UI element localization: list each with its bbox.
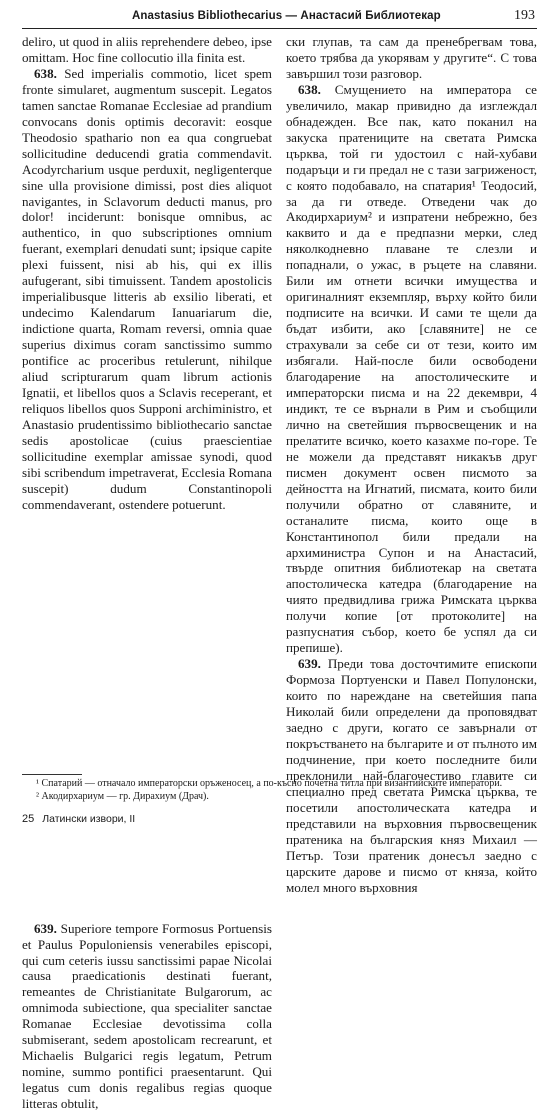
footnote-1: ¹ Спатарий — отначало императорски оръженосец, а по-късно почетна титла при византийските императори. — [36, 778, 503, 789]
latin-paragraph-continued: deliro, ut quod in aliis reprehendere debeo, ipse omittam. Hoc fine collocutio illa finita est. — [22, 34, 272, 65]
printer-signature — [22, 813, 135, 825]
column-spacer — [22, 513, 272, 921]
running-title: Anastasius Bibliothecarius — Анастасий Библиотекар — [132, 10, 441, 22]
paragraph-text: Смущението на императора се увеличило, макар привидно да изглеждал обнадежден. Все пак, като поканил на закуска пратениците на светата Римска църква, той ги удостоил с най-хубави подаръци и ги предал не с тази загриженост, с която подобавало, на спатария¹ Теодосий, за да ги отведе. Отведени чак до Акодирхариум² и изпратени небрежно, без каквито и да е предпазни мерки, след няколкодневно плаване те слезли и попаднали, о ужас, в ръцете на славяни. Били им отнети всички имущества и оригиналният екземпляр, върху който били подписите на всички. И сами те щели да бъдат избити, ако [славяните] не се страхували за себе си от тези, които им избягали. Най-после били освободени благодарение на апостолическите и императорски писма и на 22 декември, 4 индикт, те се върнали в Рим и съобщили лично на светейшия първосвещеник и на прелатите всичко, което казахме по-горе. Те не можели да представят никакъв друг писмен документ освен писмото за дейността на Игнатий, писмата, които били получили обратно от славяните, и останалите писма, които още в Константинопол били предали на архиминистра Супон и на Анастасий, твърде опитния библиотекар на светата апостолическа катедра (благодарение на чиято предвидлива грижа Римската църква получи копие [от протоколите] на разпуснатия събор, което бе успял да си препише). — [286, 81, 537, 656]
footnote-rule — [22, 774, 82, 775]
signature-number: 25 — [22, 813, 35, 825]
bulgarian-paragraph-639 — [286, 656, 537, 895]
footnotes — [22, 778, 537, 803]
paragraph-text: Sed imperialis commotio, licet spem fronte simularet, augmentum suscepit. Legatos tamen sanctae Romanae Ecclesiae ad prandium convocans donis optimis decoravit: eosque Theodosio spathario non ea qua congruebat sollicitudine deducendi gratia commendavit. Acodyrcharium usque perduxit, negligenterque sine ulla provisione dimissi, post dies aliquot navigantes, in Sclavorum deducti manus, pro dolor! inciderunt: bonisque omnibus, ac authentico, in quo subscriptiones omnium fuerant, exemplari denudati sunt; ipsique capite plexi fuissent, nisi ab his, qui ex illis aufugerant, sibi timuissent. Tandem apostolicis imperialibusque litteris ab exsilio liberati, et undecimo Kalendarum Ianuariarum die, indictione quarta, Romam reversi, omnia quae superius diximus coram sanctissimo summo pontifice ac proceribus retulerunt, nihilque aliud scripturarum quam librum actionis Ignatii, et libellos quos a Sclavis receperant, et reliquos libellos quos Supponi archiministro, et Anastasio prudentissimo bibliothecario sanctae sedis apostolicae (cuius praescientiae sollicitudine exemplar amissae synodi, quod sibi scribendum impetraverat, Ecclesia Romana suscepit) dudum Constantinopoli commendaverant, ostendere potuerunt. — [22, 65, 272, 512]
latin-paragraph-639 — [22, 921, 272, 1112]
section-number: 638. — [34, 65, 57, 81]
latin-column — [22, 34, 272, 1112]
paragraph-text: Superiore tempore Formosus Portuensis et Paulus Populoniensis venerabiles episcopi, qui cum ceteris iussu sanctissimi papae Nicolai causa praedicationis destinati fuerant, remeantes de Christianitate Bulgarorum, ac omnimoda subiectione, qua specialiter sanctae Romanae Ecclesiae devotissima colla submiserant, sedem apostolicam recrearunt, et Michaelis Bulgarici regis legatum, Petrum nomine, summo pontifici praesentarunt. Qui legatus cum donis regalibus regias quoque litteras obtulit, — [22, 920, 272, 1112]
section-number: 639. — [298, 656, 321, 672]
latin-paragraph-638 — [22, 66, 272, 513]
bulgarian-paragraph-638 — [286, 82, 537, 656]
page-header — [22, 6, 537, 29]
page-number: 193 — [514, 8, 535, 23]
section-number: 638. — [298, 81, 321, 97]
bulgarian-paragraph-continued: ски глупав, та сам да пренебрегвам това, което трябва да укорявам у другите“. С това завършил този разговор. — [286, 34, 537, 81]
section-number: 639. — [34, 920, 57, 936]
signature-text: Латински извори, II — [42, 813, 136, 825]
footnote-2: ² Акодирхариум — гр. Дирахиум (Драч). — [36, 790, 209, 802]
bulgarian-column — [286, 34, 537, 895]
paragraph-text: Преди това досточтимите епископи Формоза Портуенски и Павел Популонски, които по нареждане на светейшия папа Николай били определени да проповядват заедно с други, когато се завърнали от покръстването на българите и от пълното им подчинение, при което последните били преклонили най-благочестиво главите си специално пред светата Римска църква, те посетили апостолическата катедра и представили на върховния първосвещеник пратеника на българския княз Михаил — Петър. Този пратеник донесъл заедно с царските дарове и писмо от княза, който молел много върховния — [286, 656, 537, 895]
